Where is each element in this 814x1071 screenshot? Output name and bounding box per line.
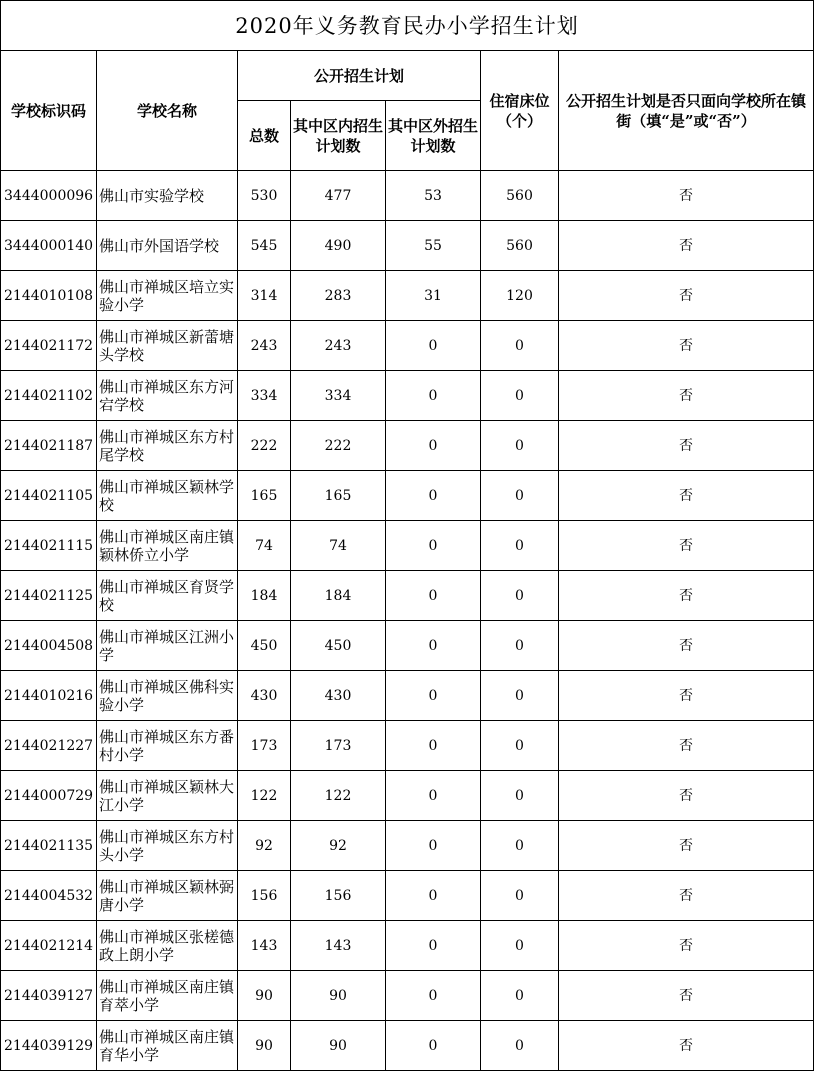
cell-outside-district: 0 — [386, 471, 481, 521]
cell-total: 545 — [238, 221, 291, 271]
header-dorm-beds: 住宿床位（个） — [481, 51, 559, 171]
cell-school-code: 2144000729 — [1, 771, 97, 821]
cell-inside-district: 477 — [291, 171, 386, 221]
cell-dorm-beds: 560 — [481, 171, 559, 221]
cell-town-only: 否 — [559, 621, 814, 671]
table-row — [1, 721, 814, 771]
cell-school-name: 佛山市禅城区南庄镇育萃小学 — [97, 971, 238, 1021]
cell-inside-district: 92 — [291, 821, 386, 871]
cell-dorm-beds: 0 — [481, 821, 559, 871]
cell-total: 334 — [238, 371, 291, 421]
cell-inside-district: 184 — [291, 571, 386, 621]
cell-dorm-beds: 0 — [481, 571, 559, 621]
cell-school-name: 佛山市禅城区南庄镇育华小学 — [97, 1021, 238, 1071]
cell-outside-district: 0 — [386, 971, 481, 1021]
cell-town-only: 否 — [559, 571, 814, 621]
cell-school-code: 2144039129 — [1, 1021, 97, 1071]
cell-town-only: 否 — [559, 321, 814, 371]
cell-total: 530 — [238, 171, 291, 221]
cell-outside-district: 0 — [386, 371, 481, 421]
cell-dorm-beds: 0 — [481, 1021, 559, 1071]
cell-dorm-beds: 0 — [481, 771, 559, 821]
cell-inside-district: 143 — [291, 921, 386, 971]
cell-dorm-beds: 0 — [481, 321, 559, 371]
table-row — [1, 371, 814, 421]
cell-town-only: 否 — [559, 271, 814, 321]
cell-school-name: 佛山市禅城区东方村头小学 — [97, 821, 238, 871]
cell-total: 450 — [238, 621, 291, 671]
cell-outside-district: 0 — [386, 571, 481, 621]
cell-dorm-beds: 0 — [481, 371, 559, 421]
table-row — [1, 671, 814, 721]
cell-school-name: 佛山市禅城区佛科实验小学 — [97, 671, 238, 721]
table-row — [1, 1021, 814, 1071]
cell-town-only: 否 — [559, 1021, 814, 1071]
cell-school-name: 佛山市禅城区颖林学校 — [97, 471, 238, 521]
cell-town-only: 否 — [559, 721, 814, 771]
cell-inside-district: 222 — [291, 421, 386, 471]
cell-school-name: 佛山市禅城区东方番村小学 — [97, 721, 238, 771]
cell-total: 165 — [238, 471, 291, 521]
cell-town-only: 否 — [559, 171, 814, 221]
cell-school-name: 佛山市外国语学校 — [97, 221, 238, 271]
cell-dorm-beds: 0 — [481, 621, 559, 671]
cell-town-only: 否 — [559, 221, 814, 271]
cell-outside-district: 53 — [386, 171, 481, 221]
cell-school-code: 2144039127 — [1, 971, 97, 1021]
cell-school-code: 2144010108 — [1, 271, 97, 321]
cell-total: 143 — [238, 921, 291, 971]
cell-outside-district: 0 — [386, 721, 481, 771]
cell-outside-district: 0 — [386, 921, 481, 971]
cell-school-code: 2144021105 — [1, 471, 97, 521]
cell-town-only: 否 — [559, 671, 814, 721]
header-total: 总数 — [238, 101, 291, 171]
cell-total: 92 — [238, 821, 291, 871]
cell-total: 430 — [238, 671, 291, 721]
cell-outside-district: 0 — [386, 421, 481, 471]
cell-school-name: 佛山市禅城区东方村尾学校 — [97, 421, 238, 471]
table-row — [1, 571, 814, 621]
cell-school-code: 2144004532 — [1, 871, 97, 921]
cell-dorm-beds: 0 — [481, 421, 559, 471]
cell-total: 173 — [238, 721, 291, 771]
cell-dorm-beds: 0 — [481, 721, 559, 771]
cell-inside-district: 165 — [291, 471, 386, 521]
cell-school-code: 2144021214 — [1, 921, 97, 971]
cell-dorm-beds: 560 — [481, 221, 559, 271]
cell-town-only: 否 — [559, 771, 814, 821]
cell-outside-district: 0 — [386, 621, 481, 671]
cell-inside-district: 90 — [291, 1021, 386, 1071]
header-public-plan: 公开招生计划 — [238, 51, 481, 101]
cell-dorm-beds: 0 — [481, 671, 559, 721]
cell-total: 74 — [238, 521, 291, 571]
header-school-name: 学校名称 — [97, 51, 238, 171]
cell-dorm-beds: 0 — [481, 471, 559, 521]
cell-dorm-beds: 120 — [481, 271, 559, 321]
cell-outside-district: 0 — [386, 521, 481, 571]
cell-inside-district: 243 — [291, 321, 386, 371]
cell-outside-district: 55 — [386, 221, 481, 271]
cell-outside-district: 0 — [386, 671, 481, 721]
cell-dorm-beds: 0 — [481, 971, 559, 1021]
table-row — [1, 171, 814, 221]
table-row — [1, 971, 814, 1021]
cell-school-name: 佛山市禅城区张槎德政上朗小学 — [97, 921, 238, 971]
table-row — [1, 521, 814, 571]
cell-town-only: 否 — [559, 371, 814, 421]
header-outside-district: 其中区外招生计划数 — [386, 101, 481, 171]
cell-inside-district: 334 — [291, 371, 386, 421]
table-row — [1, 871, 814, 921]
cell-dorm-beds: 0 — [481, 921, 559, 971]
cell-inside-district: 173 — [291, 721, 386, 771]
cell-school-name: 佛山市禅城区新蕾塘头学校 — [97, 321, 238, 371]
cell-school-name: 佛山市禅城区颖林大江小学 — [97, 771, 238, 821]
cell-school-code: 2144021115 — [1, 521, 97, 571]
cell-school-code: 2144021135 — [1, 821, 97, 871]
cell-school-code: 2144021227 — [1, 721, 97, 771]
cell-town-only: 否 — [559, 471, 814, 521]
cell-total: 90 — [238, 971, 291, 1021]
cell-school-code: 2144021125 — [1, 571, 97, 621]
table-row — [1, 321, 814, 371]
header-town-only: 公开招生计划是否只面向学校所在镇街（填“是”或“否”） — [559, 51, 814, 171]
table-row — [1, 921, 814, 971]
cell-outside-district: 0 — [386, 321, 481, 371]
cell-inside-district: 283 — [291, 271, 386, 321]
header-inside-district: 其中区内招生计划数 — [291, 101, 386, 171]
header-school-code: 学校标识码 — [1, 51, 97, 171]
cell-town-only: 否 — [559, 521, 814, 571]
table-row — [1, 471, 814, 521]
cell-total: 184 — [238, 571, 291, 621]
cell-school-code: 3444000096 — [1, 171, 97, 221]
table-row — [1, 771, 814, 821]
cell-school-name: 佛山市实验学校 — [97, 171, 238, 221]
cell-school-code: 2144010216 — [1, 671, 97, 721]
cell-dorm-beds: 0 — [481, 871, 559, 921]
cell-school-name: 佛山市禅城区育贤学校 — [97, 571, 238, 621]
cell-school-code: 2144021172 — [1, 321, 97, 371]
cell-dorm-beds: 0 — [481, 521, 559, 571]
cell-inside-district: 122 — [291, 771, 386, 821]
cell-school-code: 3444000140 — [1, 221, 97, 271]
cell-town-only: 否 — [559, 921, 814, 971]
cell-school-name: 佛山市禅城区东方河宕学校 — [97, 371, 238, 421]
table-row — [1, 271, 814, 321]
cell-school-name: 佛山市禅城区南庄镇颖林侨立小学 — [97, 521, 238, 571]
cell-outside-district: 0 — [386, 771, 481, 821]
table-row — [1, 221, 814, 271]
cell-town-only: 否 — [559, 821, 814, 871]
cell-total: 243 — [238, 321, 291, 371]
cell-outside-district: 0 — [386, 1021, 481, 1071]
cell-inside-district: 90 — [291, 971, 386, 1021]
cell-inside-district: 450 — [291, 621, 386, 671]
cell-school-code: 2144021102 — [1, 371, 97, 421]
cell-school-code: 2144021187 — [1, 421, 97, 471]
cell-total: 222 — [238, 421, 291, 471]
cell-school-code: 2144004508 — [1, 621, 97, 671]
cell-town-only: 否 — [559, 871, 814, 921]
cell-inside-district: 490 — [291, 221, 386, 271]
cell-school-name: 佛山市禅城区江洲小学 — [97, 621, 238, 671]
cell-inside-district: 74 — [291, 521, 386, 571]
cell-total: 156 — [238, 871, 291, 921]
table-row — [1, 421, 814, 471]
cell-outside-district: 31 — [386, 271, 481, 321]
cell-outside-district: 0 — [386, 821, 481, 871]
page-title: 2020年义务教育民办小学招生计划 — [1, 1, 814, 51]
cell-inside-district: 156 — [291, 871, 386, 921]
cell-total: 90 — [238, 1021, 291, 1071]
table-row — [1, 621, 814, 671]
table-row — [1, 821, 814, 871]
cell-outside-district: 0 — [386, 871, 481, 921]
cell-total: 314 — [238, 271, 291, 321]
cell-inside-district: 430 — [291, 671, 386, 721]
cell-school-name: 佛山市禅城区颖林弼唐小学 — [97, 871, 238, 921]
cell-school-name: 佛山市禅城区培立实验小学 — [97, 271, 238, 321]
cell-town-only: 否 — [559, 421, 814, 471]
cell-town-only: 否 — [559, 971, 814, 1021]
cell-total: 122 — [238, 771, 291, 821]
